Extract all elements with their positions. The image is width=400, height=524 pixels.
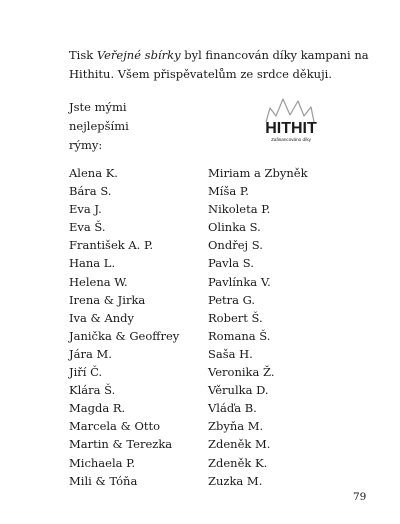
supporter-name: Nikoleta P. <box>208 202 271 217</box>
supporter-name: Hana L. <box>69 256 116 271</box>
supporter-name: Vláďa B. <box>208 401 257 416</box>
supporter-name: Mili & Tóňa <box>69 473 138 488</box>
supporter-name: Michaela P. <box>69 455 136 470</box>
thanks-line-2: nejlepšími <box>69 119 129 133</box>
supporters-left-column <box>69 164 179 490</box>
supporter-name: Pavlínka V. <box>208 274 271 289</box>
supporter-name: Robert Š. <box>208 310 263 325</box>
crown-icon <box>266 99 314 122</box>
thanks-line-3: rýmy: <box>69 138 103 152</box>
supporter-name: Věrulka D. <box>208 383 269 398</box>
supporter-name: Iva & Andy <box>69 310 135 325</box>
supporter-name: Míša P. <box>208 184 249 199</box>
hithit-logo-graphic <box>254 96 328 146</box>
supporter-name: Alena K. <box>69 166 118 180</box>
supporter-name: Ondřej S. <box>208 238 263 253</box>
supporter-name: Zbyňa M. <box>208 419 264 434</box>
supporter-name: Eva J. <box>69 202 102 217</box>
supporter-name: Zuzka M. <box>208 473 263 488</box>
supporter-name: Romana Š. <box>208 328 271 343</box>
supporter-name: Veronika Ž. <box>208 365 275 380</box>
page-number: 79 <box>353 491 367 503</box>
supporter-name: Klára Š. <box>69 383 116 398</box>
intro-prefix: Tisk <box>69 48 97 62</box>
supporters-right-column <box>208 164 308 490</box>
logo-wordmark: HITHIT <box>265 120 317 137</box>
supporter-name: Magda R. <box>69 401 126 416</box>
supporter-name: Zdeněk K. <box>208 455 268 470</box>
supporter-name: Irena & Jirka <box>69 292 146 307</box>
supporter-name: Pavla S. <box>208 256 254 271</box>
supporter-name: Eva Š. <box>69 220 106 235</box>
intro-suffix: byl financován díky kampani na Hithitu. Všem přispěvatelům ze srdce děkuji. <box>69 48 369 81</box>
supporter-name: Martin & Terezka <box>69 437 173 452</box>
supporter-name: Saša H. <box>208 346 253 361</box>
thanks-line-1: Jste mými <box>69 100 127 114</box>
supporter-name: Janička & Geoffrey <box>69 328 180 343</box>
thanks-heading <box>69 98 129 155</box>
supporter-name: Petra G. <box>208 292 256 307</box>
supporter-name: Bára S. <box>69 184 112 199</box>
supporter-name: Helena W. <box>69 274 128 289</box>
hithit-logo <box>254 96 328 146</box>
supporter-name: Zdeněk M. <box>208 437 271 452</box>
supporter-name: Miriam a Zbyněk <box>208 166 308 180</box>
supporter-name: Olinka S. <box>208 220 261 235</box>
supporter-name: Jára M. <box>69 346 112 361</box>
book-title: Veřejné sbírky <box>96 48 181 62</box>
supporter-name: Jiří Č. <box>69 365 103 380</box>
supporter-name: František A. P. <box>69 238 154 253</box>
intro-paragraph <box>69 46 369 84</box>
logo-tagline: Zafinancováno díky <box>271 137 311 142</box>
supporter-name: Marcela & Otto <box>69 419 161 434</box>
